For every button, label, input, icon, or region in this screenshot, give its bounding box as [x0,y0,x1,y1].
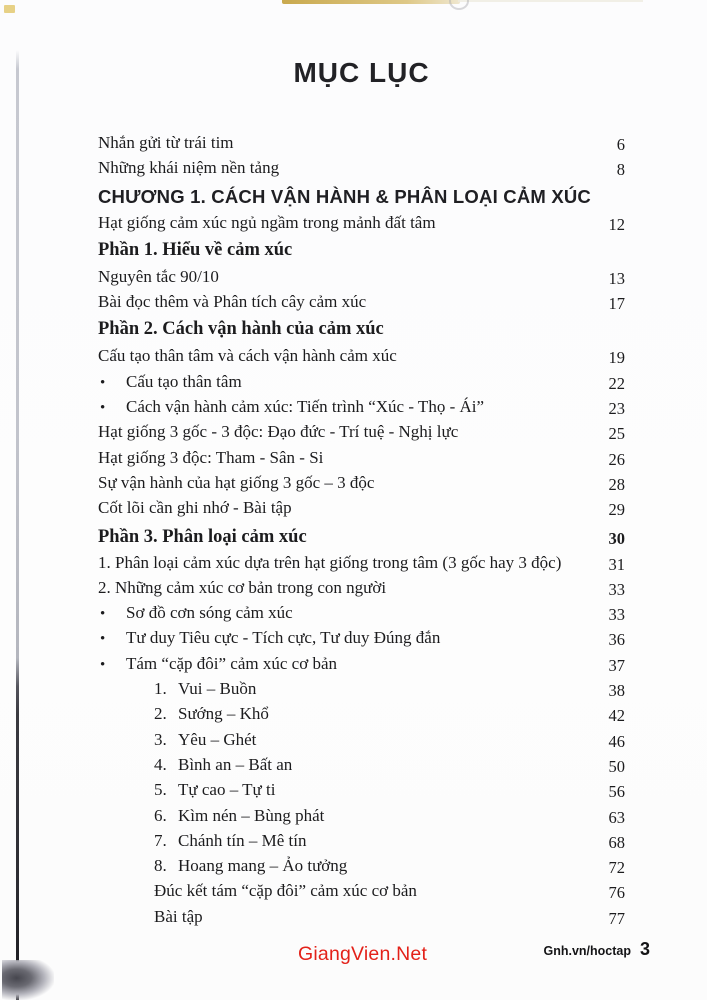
footer-right [543,939,650,960]
toc-entry [98,575,625,600]
toc-entry [98,853,625,878]
entry-label: 1. Phân loại cảm xúc dựa trên hạt giống trong tâm (3 gốc hay 3 độc) [98,552,562,572]
entry-label: Nhắn gửi từ trái tim [98,133,234,152]
entry-page-number: 37 [608,655,625,675]
entry-label: CHƯƠNG 1. CÁCH VẬN HÀNH & PHÂN LOẠI CẢM XÚC [98,185,591,207]
entry-label: Bình an – Bất an [178,754,293,774]
toc-entry [98,419,625,444]
toc-entry [98,600,625,625]
toc-entry [98,289,625,314]
entry-label: Nguyên tắc 90/10 [98,266,219,286]
entry-page-number: 50 [608,756,625,776]
entry-page-number: 42 [608,706,625,726]
toc-entry [98,727,625,752]
entry-page-number: 19 [608,348,625,368]
entry-page-number: 17 [608,294,625,314]
toc-entry [98,625,625,650]
toc-entry [98,828,625,853]
toc-entry [98,523,625,550]
entry-page-number: 68 [608,832,625,852]
toc-entry [98,651,625,676]
toc-entry [98,155,625,180]
entry-number: 6. [154,805,167,825]
entry-page-number: 46 [608,731,625,751]
entry-label: Bài tập [154,906,203,926]
entry-page-number: 22 [608,373,625,393]
toc-entry [98,237,625,264]
entry-page-number: 30 [608,528,625,548]
page-title: MỤC LỤC [293,57,430,88]
scan-artifact-page-edge-line [16,50,19,1000]
toc-entry [98,343,625,368]
entry-label: Đúc kết tám “cặp đôi” cảm xúc cơ bản [154,881,417,901]
entry-page-number: 33 [608,605,625,625]
entry-label: Phần 1. Hiểu về cảm xúc [98,239,293,260]
toc-entry [98,904,625,929]
bullet-icon: • [100,656,106,673]
entry-page-number: 6 [616,135,625,154]
bullet-icon: • [100,374,106,391]
entry-label: Hạt giống 3 độc: Tham - Sân - Si [98,447,324,467]
toc-entry [98,369,625,394]
entry-label: Yêu – Ghét [178,729,257,749]
entry-label: Cốt lõi cần ghi nhớ - Bài tập [98,498,292,518]
folio-page-number: 3 [639,939,650,959]
entry-label: Cấu tạo thân tâm và cách vận hành cảm xúc [98,346,397,366]
entry-label: Chánh tín – Mê tín [178,830,307,850]
entry-page-number: 33 [608,579,625,599]
entry-page-number: 25 [608,424,625,444]
entry-page-number: 28 [608,474,625,494]
toc-entry [98,803,625,828]
entry-label: Cách vận hành cảm xúc: Tiến trình “Xúc - Thọ - Ái” [126,397,485,417]
bullet-icon: • [100,606,106,623]
entry-page-number: 29 [608,500,625,520]
toc-entry [98,264,625,289]
entry-page-number: 76 [608,883,625,903]
entry-page-number: 26 [608,449,625,469]
toc-entry [98,210,625,235]
entry-label: Tám “cặp đôi” cảm xúc cơ bản [126,653,337,673]
toc-entry [98,183,625,210]
entry-label: Hoang mang – Ảo tưởng [178,856,348,876]
entry-page-number: 31 [608,554,625,574]
entry-label: Hạt giống 3 gốc - 3 độc: Đạo đức - Trí tuệ - Nghị lực [98,422,459,442]
toc-entry [98,470,625,495]
entry-label: 2. Những cảm xúc cơ bản trong con người [98,577,387,597]
toc-entry [98,701,625,726]
entry-label: Bài đọc thêm và Phân tích cây cảm xúc [98,292,367,312]
entry-label: Hạt giống cảm xúc ngủ ngầm trong mảnh đất tâm [98,212,436,232]
entry-page-number: 12 [608,214,625,234]
toc-entry [98,394,625,419]
scan-artifact-corner-chip [4,5,15,13]
entry-label: Những khái niệm nền tảng [98,158,280,178]
entry-page-number: 72 [608,858,625,878]
entry-page-number: 8 [616,160,625,180]
toc-entry [98,752,625,777]
entry-number: 8. [154,856,167,876]
toc-entry [98,495,625,520]
bullet-icon: • [100,400,106,417]
entry-label: Tự cao – Tự ti [178,780,276,800]
entry-label: Cấu tạo thân tâm [126,371,242,391]
toc-entry [98,316,625,343]
entry-page-number: 23 [608,399,625,419]
entry-number: 1. [154,679,167,699]
scan-artifact-bottom-smudge [2,960,54,1000]
entry-number: 4. [154,754,167,774]
entry-page-number: 38 [608,681,625,701]
toc-entry [98,445,625,470]
entry-number: 3. [154,729,167,749]
entry-label: Sơ đồ cơn sóng cảm xúc [126,603,293,623]
page-content [98,0,625,929]
entry-number: 7. [154,830,167,850]
entry-page-number: 77 [608,908,625,928]
entry-label: Phần 3. Phân loại cảm xúc [98,526,307,547]
table-of-contents [98,130,625,929]
bullet-icon: • [100,631,106,648]
toc-entry [98,878,625,903]
entry-label: Kìm nén – Bùng phát [178,805,325,825]
toc-entry [98,777,625,802]
entry-label: Vui – Buồn [178,679,257,699]
entry-label: Sướng – Khổ [178,704,269,724]
toc-entry [98,550,625,575]
toc-entry [98,130,625,155]
entry-page-number: 13 [608,268,625,288]
entry-number: 5. [154,780,167,800]
entry-label: Tư duy Tiêu cực - Tích cực, Tư duy Đúng đắn [126,628,441,648]
toc-entry [98,676,625,701]
entry-label: Sự vận hành của hạt giống 3 gốc – 3 độc [98,472,375,492]
entry-page-number: 56 [608,782,625,802]
entry-label: Phần 2. Cách vận hành của cảm xúc [98,319,384,340]
entry-page-number: 63 [608,807,625,827]
entry-page-number: 36 [608,630,625,650]
watermark-text: GiangVien.Net [298,943,428,965]
entry-number: 2. [154,704,167,724]
site-url-text: Gnh.vn/hoctap [543,944,631,958]
